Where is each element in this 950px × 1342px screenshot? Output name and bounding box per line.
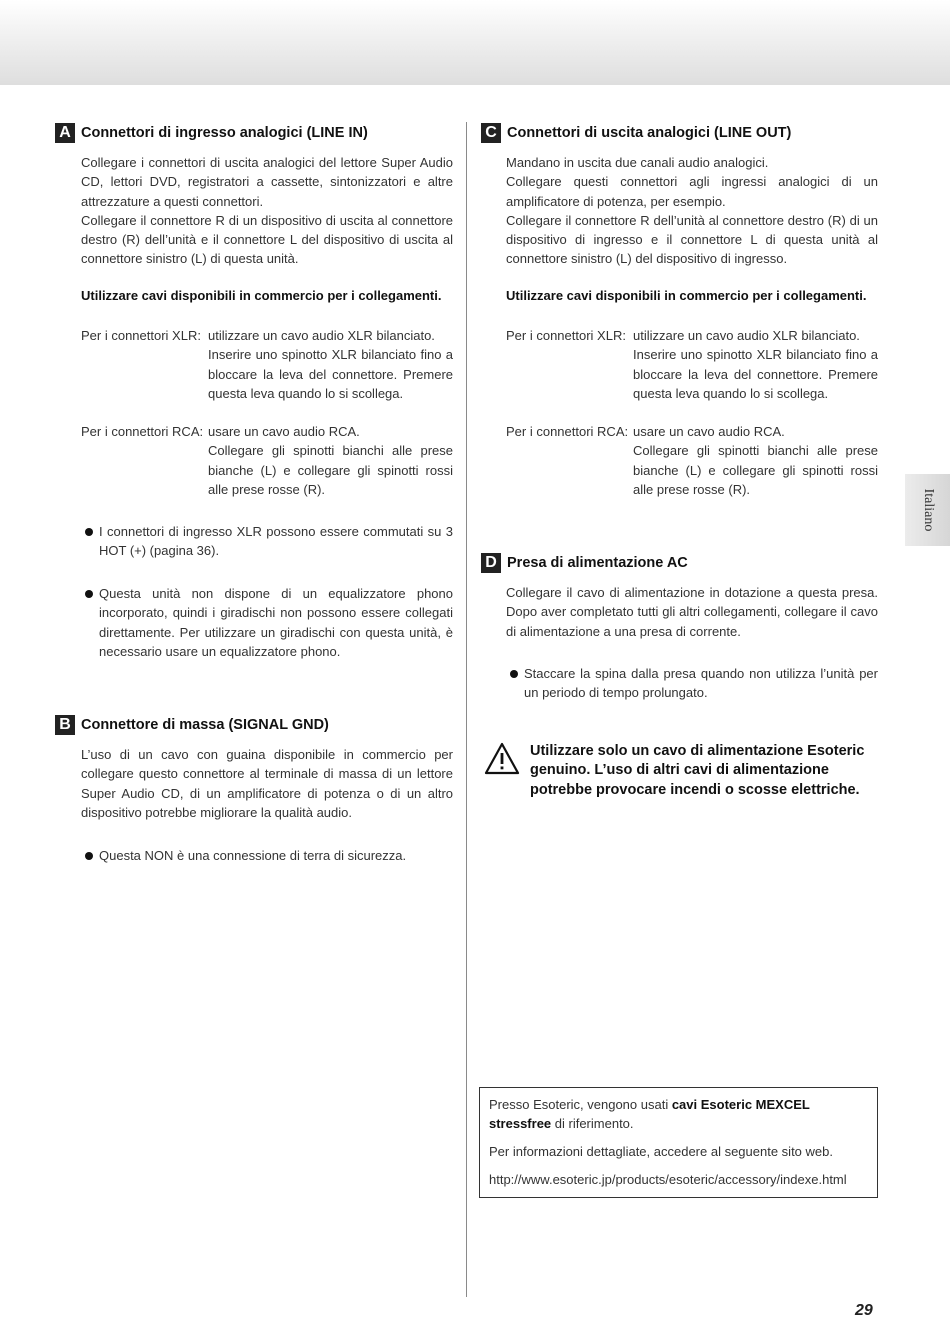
section-c-heading [481, 123, 791, 143]
section-b-heading [55, 715, 329, 735]
section-a-bold-note: Utilizzare cavi disponibili in commercio per i collegamenti. [81, 288, 442, 303]
info-line-2: Per informazioni dettagliate, accedere al seguente sito web. [489, 1144, 833, 1159]
section-b-paragraph: L’uso di un cavo con guaina disponibile in commercio per collegare questo connettore al terminale di massa di un lettore Super Audio CD, di un amplificatore di potenza o di un altro dispositivo potrebbe migliorare la qualità audio. [81, 747, 453, 820]
rca-text: usare un cavo audio RCA. Collegare gli spinotti bianchi alle prese bianche (L) e collegare gli spinotti rossi alle prese rosse (R). [633, 424, 878, 497]
bullet-icon [85, 590, 93, 598]
bullet-text: Staccare la spina dalla presa quando non utilizza l’unità per un periodo di tempo prolungato. [524, 666, 878, 701]
xlr-text: utilizzare un cavo audio XLR bilanciato. Inserire uno spinotto XLR bilanciato fino a bloccare la leva del connettore. Premere questa leva quando lo si scollega. [633, 328, 878, 401]
rca-text: usare un cavo audio RCA. Collegare gli spinotti bianchi alle prese bianche (L) e collegare gli spinotti rossi alle prese rosse (R). [208, 424, 453, 497]
section-a-title: Connettori di ingresso analogici (LINE IN) [81, 125, 368, 141]
header-band [0, 0, 950, 85]
info-box [479, 1087, 878, 1198]
info-line-1-prefix: Presso Esoteric, vengono usati [489, 1097, 672, 1112]
section-d-paragraph: Collegare il cavo di alimentazione in dotazione a questa presa. Dopo aver completato tutti gli altri collegamenti, collegare il cavo di alimentazione a una presa di corrente. [506, 585, 878, 639]
bullet-text: Questa NON è una connessione di terra di sicurezza. [99, 848, 407, 863]
column-divider [466, 122, 467, 1297]
section-a-paragraph: Collegare i connettori di uscita analogici del lettore Super Audio CD, lettori DVD, registratori a cassette, sintonizzatori e altre attrezzature a questi connettori. Collegare il connettore R di un dispositivo di uscita al connettore destro (R) dell’unità e il connettore L del dispositivo di uscita al connettore sinistro (L) di questa unità. [81, 155, 453, 267]
section-b-letter: B [55, 715, 75, 735]
warning-text: Utilizzare solo un cavo di alimentazione Esoteric genuino. L’uso di altri cavi di alimentazione potrebbe provocare incendi o scosse elettriche. [530, 743, 865, 798]
info-line-1 [489, 1095, 873, 1134]
xlr-label: Per i connettori XLR: [506, 328, 626, 343]
section-d-heading [481, 553, 688, 573]
section-d-title: Presa di alimentazione AC [507, 555, 688, 571]
section-b-title: Connettore di massa (SIGNAL GND) [81, 717, 329, 733]
bullet-icon [510, 670, 518, 678]
xlr-text: utilizzare un cavo audio XLR bilanciato. Inserire uno spinotto XLR bilanciato fino a bloccare la leva del connettore. Premere questa leva quando lo si scollega. [208, 328, 453, 401]
bullet-icon [85, 852, 93, 860]
bullet-icon [85, 528, 93, 536]
xlr-label: Per i connettori XLR: [81, 328, 201, 343]
language-tab-label: Italiano [920, 488, 936, 532]
rca-label: Per i connettori RCA: [506, 424, 629, 439]
section-d-letter: D [481, 553, 501, 573]
section-c-paragraph: Mandano in uscita due canali audio analogici. Collegare questi connettori agli ingressi analogici di un amplificatore di potenza, per esempio. Collegare il connettore R dell’unità al connettore destro (R) di un dispositivo di ingresso e il connettore L di questa unità al connettore sinistro (L) del dispositivo di ingresso. [506, 155, 878, 267]
info-url-link[interactable]: http://www.esoteric.jp/products/esoteric/accessory/indexe.html [489, 1172, 847, 1187]
bullet-text: Questa unità non dispone di un equalizzatore phono incorporato, quindi i giradischi non possono essere collegati direttamente. Per utilizzare un giradischi con questa unità, è necessario usare un equalizzatore phono. [99, 586, 453, 659]
info-line-1-bold: cavi Esoteric MEXCEL stressfree [489, 1097, 810, 1132]
info-line-1-suffix: di riferimento. [551, 1116, 634, 1132]
bullet-text: I connettori di ingresso XLR possono essere commutati su 3 HOT (+) (pagina 36). [99, 524, 453, 559]
warning-icon [484, 742, 520, 776]
section-c-bold-note: Utilizzare cavi disponibili in commercio per i collegamenti. [506, 288, 867, 303]
section-a-heading [55, 123, 368, 143]
rca-label: Per i connettori RCA: [81, 424, 204, 439]
section-c-letter: C [481, 123, 501, 143]
section-c-title: Connettori di uscita analogici (LINE OUT) [507, 125, 792, 141]
page-number: 29 [855, 1302, 873, 1319]
section-a-letter: A [55, 123, 75, 143]
language-tab [905, 474, 950, 546]
